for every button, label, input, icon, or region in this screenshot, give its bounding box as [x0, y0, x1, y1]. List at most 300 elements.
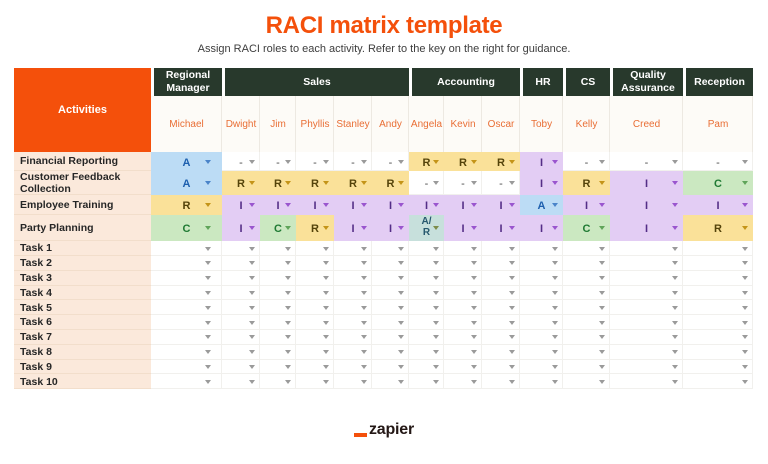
- raci-cell[interactable]: [372, 345, 409, 360]
- dropdown-chevron-icon: [552, 365, 558, 369]
- raci-cell[interactable]: [610, 195, 683, 215]
- raci-cell[interactable]: [482, 171, 520, 195]
- raci-cell[interactable]: [260, 256, 296, 271]
- raci-cell[interactable]: [222, 300, 260, 315]
- dropdown-chevron-icon: [433, 380, 439, 384]
- raci-cell[interactable]: [222, 374, 260, 389]
- dropdown-chevron-icon: [552, 276, 558, 280]
- raci-cell[interactable]: [610, 286, 683, 301]
- raci-cell[interactable]: [151, 374, 222, 389]
- raci-value: R: [459, 156, 467, 169]
- raci-cell[interactable]: [444, 286, 482, 301]
- raci-value: R: [311, 178, 319, 191]
- raci-cell[interactable]: [520, 152, 563, 171]
- dropdown-chevron-icon: [249, 226, 255, 230]
- raci-cell[interactable]: [151, 286, 222, 301]
- table-row: [14, 286, 753, 301]
- dropdown-chevron-icon: [323, 350, 329, 354]
- raci-cell[interactable]: [520, 286, 563, 301]
- raci-value: -: [644, 156, 649, 169]
- raci-cell[interactable]: [409, 330, 444, 345]
- raci-value: A: [182, 156, 191, 169]
- dropdown-chevron-icon: [433, 276, 439, 280]
- raci-cell[interactable]: [444, 171, 482, 195]
- raci-cell[interactable]: [409, 171, 444, 195]
- raci-cell[interactable]: [334, 374, 372, 389]
- dropdown-chevron-icon: [398, 350, 404, 354]
- raci-cell[interactable]: [151, 215, 222, 241]
- raci-cell[interactable]: [260, 241, 296, 256]
- table-row: [14, 152, 753, 171]
- dropdown-chevron-icon: [599, 247, 605, 251]
- raci-cell[interactable]: [482, 300, 520, 315]
- raci-cell[interactable]: [222, 330, 260, 345]
- table-row: [14, 360, 753, 375]
- dropdown-chevron-icon: [398, 203, 404, 207]
- raci-cell[interactable]: [683, 171, 753, 195]
- raci-value: R: [714, 223, 722, 236]
- raci-cell[interactable]: [334, 286, 372, 301]
- raci-cell[interactable]: [222, 286, 260, 301]
- raci-cell[interactable]: [683, 152, 753, 171]
- raci-cell[interactable]: [372, 374, 409, 389]
- raci-cell[interactable]: [334, 171, 372, 195]
- dropdown-chevron-icon: [433, 321, 439, 325]
- dropdown-chevron-icon: [249, 350, 255, 354]
- raci-value: -: [584, 156, 589, 169]
- dropdown-chevron-icon: [205, 335, 211, 339]
- raci-cell[interactable]: [409, 360, 444, 375]
- raci-cell[interactable]: [482, 374, 520, 389]
- raci-cell[interactable]: [334, 300, 372, 315]
- dropdown-chevron-icon: [433, 181, 439, 185]
- raci-value: I: [424, 200, 429, 213]
- raci-cell[interactable]: [372, 215, 409, 241]
- raci-cell[interactable]: [444, 152, 482, 171]
- raci-cell[interactable]: [222, 241, 260, 256]
- raci-cell[interactable]: [409, 241, 444, 256]
- raci-cell[interactable]: [260, 300, 296, 315]
- raci-cell[interactable]: [296, 374, 334, 389]
- raci-cell[interactable]: [151, 300, 222, 315]
- raci-cell[interactable]: [563, 345, 610, 360]
- raci-cell[interactable]: [520, 256, 563, 271]
- raci-cell[interactable]: [222, 152, 260, 171]
- raci-cell[interactable]: [260, 171, 296, 195]
- raci-value: I: [351, 200, 355, 213]
- dropdown-chevron-icon: [249, 306, 255, 310]
- raci-cell[interactable]: [520, 345, 563, 360]
- dropdown-chevron-icon: [361, 335, 367, 339]
- dropdown-chevron-icon: [249, 181, 255, 185]
- dropdown-chevron-icon: [361, 226, 367, 230]
- raci-cell[interactable]: [222, 315, 260, 330]
- raci-value: I: [644, 223, 649, 236]
- dropdown-chevron-icon: [742, 365, 748, 369]
- raci-cell[interactable]: [444, 330, 482, 345]
- raci-cell[interactable]: [334, 195, 372, 215]
- dropdown-chevron-icon: [509, 365, 515, 369]
- dropdown-chevron-icon: [205, 291, 211, 295]
- raci-cell[interactable]: [563, 271, 610, 286]
- person-name-phyllis: Phyllis: [296, 96, 334, 152]
- raci-cell[interactable]: [296, 360, 334, 375]
- raci-cell[interactable]: [610, 241, 683, 256]
- dropdown-chevron-icon: [552, 261, 558, 265]
- dropdown-chevron-icon: [742, 261, 748, 265]
- raci-cell[interactable]: [372, 152, 409, 171]
- dropdown-chevron-icon: [742, 291, 748, 295]
- raci-cell[interactable]: [482, 360, 520, 375]
- raci-cell[interactable]: [372, 286, 409, 301]
- table-row: [14, 195, 753, 215]
- department-header-accounting: Accounting: [409, 68, 520, 96]
- dropdown-chevron-icon: [433, 226, 439, 230]
- zapier-logo: [0, 421, 768, 439]
- activity-label: Task 9: [14, 360, 151, 375]
- raci-cell[interactable]: [563, 315, 610, 330]
- raci-cell[interactable]: [444, 315, 482, 330]
- raci-cell[interactable]: [520, 271, 563, 286]
- raci-cell[interactable]: [563, 195, 610, 215]
- raci-cell[interactable]: [683, 315, 753, 330]
- dropdown-chevron-icon: [742, 276, 748, 280]
- raci-cell[interactable]: [151, 345, 222, 360]
- raci-cell[interactable]: [260, 374, 296, 389]
- raci-cell[interactable]: [610, 315, 683, 330]
- raci-cell[interactable]: [409, 374, 444, 389]
- dropdown-chevron-icon: [398, 247, 404, 251]
- dropdown-chevron-icon: [323, 365, 329, 369]
- dropdown-chevron-icon: [285, 335, 291, 339]
- dropdown-chevron-icon: [361, 276, 367, 280]
- dropdown-chevron-icon: [599, 365, 605, 369]
- dropdown-chevron-icon: [205, 261, 211, 265]
- raci-value: I: [239, 200, 243, 213]
- raci-value: I: [313, 200, 317, 213]
- dropdown-chevron-icon: [361, 306, 367, 310]
- dropdown-chevron-icon: [398, 261, 404, 265]
- raci-cell[interactable]: [222, 215, 260, 241]
- raci-cell[interactable]: [372, 315, 409, 330]
- raci-cell[interactable]: [444, 374, 482, 389]
- raci-cell[interactable]: [520, 215, 563, 241]
- raci-cell[interactable]: [296, 215, 334, 241]
- dropdown-chevron-icon: [672, 380, 678, 384]
- person-name-jim: Jim: [260, 96, 296, 152]
- raci-cell[interactable]: [563, 256, 610, 271]
- raci-cell[interactable]: [563, 300, 610, 315]
- raci-cell[interactable]: [151, 256, 222, 271]
- activity-label: Task 4: [14, 286, 151, 301]
- raci-cell[interactable]: [482, 330, 520, 345]
- person-name-andy: Andy: [372, 96, 409, 152]
- raci-cell[interactable]: [151, 195, 222, 215]
- raci-cell[interactable]: [520, 171, 563, 195]
- raci-cell[interactable]: [683, 271, 753, 286]
- raci-cell[interactable]: [683, 360, 753, 375]
- dropdown-chevron-icon: [552, 203, 558, 207]
- raci-cell[interactable]: [372, 271, 409, 286]
- raci-cell[interactable]: [372, 241, 409, 256]
- raci-cell[interactable]: [683, 345, 753, 360]
- dropdown-chevron-icon: [398, 226, 404, 230]
- raci-cell[interactable]: [296, 256, 334, 271]
- raci-cell[interactable]: [222, 171, 260, 195]
- dropdown-chevron-icon: [285, 306, 291, 310]
- raci-cell[interactable]: [222, 345, 260, 360]
- raci-cell[interactable]: [482, 215, 520, 241]
- raci-cell[interactable]: [260, 330, 296, 345]
- raci-cell[interactable]: [334, 271, 372, 286]
- raci-cell[interactable]: [260, 152, 296, 171]
- raci-cell[interactable]: [372, 360, 409, 375]
- department-header-regional-manager: Regional Manager: [151, 68, 222, 96]
- raci-cell[interactable]: [610, 215, 683, 241]
- raci-cell[interactable]: [563, 286, 610, 301]
- raci-cell[interactable]: [334, 315, 372, 330]
- raci-cell[interactable]: [520, 315, 563, 330]
- raci-cell[interactable]: [296, 345, 334, 360]
- activity-label: Financial Reporting: [14, 152, 151, 171]
- raci-cell[interactable]: [334, 152, 372, 171]
- raci-cell[interactable]: [409, 152, 444, 171]
- raci-cell[interactable]: [610, 300, 683, 315]
- raci-cell[interactable]: [610, 330, 683, 345]
- dropdown-chevron-icon: [552, 181, 558, 185]
- raci-cell[interactable]: [683, 256, 753, 271]
- raci-cell[interactable]: [563, 330, 610, 345]
- person-name-kelly: Kelly: [563, 96, 610, 152]
- raci-cell[interactable]: [222, 256, 260, 271]
- raci-cell[interactable]: [372, 171, 409, 195]
- raci-cell[interactable]: [520, 195, 563, 215]
- dropdown-chevron-icon: [285, 276, 291, 280]
- person-name-toby: Toby: [520, 96, 563, 152]
- raci-cell[interactable]: [610, 152, 683, 171]
- raci-cell[interactable]: [683, 374, 753, 389]
- raci-cell[interactable]: [151, 171, 222, 195]
- raci-cell[interactable]: [610, 171, 683, 195]
- raci-cell[interactable]: [334, 256, 372, 271]
- dropdown-chevron-icon: [205, 350, 211, 354]
- raci-cell[interactable]: [520, 374, 563, 389]
- raci-value: I: [644, 178, 649, 191]
- raci-cell[interactable]: [296, 330, 334, 345]
- raci-cell[interactable]: [296, 271, 334, 286]
- raci-cell[interactable]: [683, 195, 753, 215]
- raci-cell[interactable]: [610, 256, 683, 271]
- raci-cell[interactable]: [482, 152, 520, 171]
- raci-cell[interactable]: [563, 171, 610, 195]
- dropdown-chevron-icon: [361, 321, 367, 325]
- dropdown-chevron-icon: [672, 350, 678, 354]
- raci-cell[interactable]: [610, 345, 683, 360]
- raci-cell[interactable]: [334, 241, 372, 256]
- raci-cell[interactable]: [334, 345, 372, 360]
- raci-value: I: [388, 200, 393, 213]
- table-row: [14, 374, 753, 389]
- raci-cell[interactable]: [683, 215, 753, 241]
- raci-cell[interactable]: [444, 345, 482, 360]
- dropdown-chevron-icon: [599, 181, 605, 185]
- raci-cell[interactable]: [444, 241, 482, 256]
- dropdown-chevron-icon: [205, 160, 211, 164]
- department-header-sales: Sales: [222, 68, 409, 96]
- raci-cell[interactable]: [334, 360, 372, 375]
- dropdown-chevron-icon: [249, 321, 255, 325]
- raci-cell[interactable]: [482, 241, 520, 256]
- dropdown-chevron-icon: [742, 203, 748, 207]
- raci-cell[interactable]: [260, 286, 296, 301]
- raci-cell[interactable]: [296, 315, 334, 330]
- raci-cell[interactable]: [409, 256, 444, 271]
- raci-value: R: [274, 178, 282, 191]
- raci-cell[interactable]: [334, 330, 372, 345]
- raci-cell[interactable]: [260, 315, 296, 330]
- dropdown-chevron-icon: [599, 276, 605, 280]
- dropdown-chevron-icon: [552, 321, 558, 325]
- activity-label: Task 5: [14, 300, 151, 315]
- raci-cell[interactable]: [372, 256, 409, 271]
- raci-cell[interactable]: [409, 215, 444, 241]
- raci-cell[interactable]: [260, 215, 296, 241]
- dropdown-chevron-icon: [509, 160, 515, 164]
- dropdown-chevron-icon: [552, 247, 558, 251]
- raci-cell[interactable]: [296, 286, 334, 301]
- raci-cell[interactable]: [563, 215, 610, 241]
- raci-cell[interactable]: [482, 286, 520, 301]
- dropdown-chevron-icon: [398, 321, 404, 325]
- raci-cell[interactable]: [482, 271, 520, 286]
- raci-cell[interactable]: [683, 241, 753, 256]
- logo-underscore-icon: [354, 433, 367, 437]
- raci-cell[interactable]: [372, 300, 409, 315]
- raci-cell[interactable]: [222, 195, 260, 215]
- dropdown-chevron-icon: [249, 203, 255, 207]
- dropdown-chevron-icon: [471, 261, 477, 265]
- raci-cell[interactable]: [409, 195, 444, 215]
- raci-cell[interactable]: [520, 330, 563, 345]
- raci-cell[interactable]: [482, 315, 520, 330]
- raci-cell[interactable]: [563, 360, 610, 375]
- raci-cell[interactable]: [444, 256, 482, 271]
- raci-cell[interactable]: [563, 241, 610, 256]
- raci-value: -: [461, 178, 465, 191]
- raci-cell[interactable]: [444, 360, 482, 375]
- raci-cell[interactable]: [683, 330, 753, 345]
- dropdown-chevron-icon: [249, 247, 255, 251]
- raci-cell[interactable]: [372, 330, 409, 345]
- raci-cell[interactable]: [260, 195, 296, 215]
- raci-cell[interactable]: [409, 300, 444, 315]
- raci-cell[interactable]: [151, 271, 222, 286]
- raci-cell[interactable]: [296, 241, 334, 256]
- dropdown-chevron-icon: [672, 203, 678, 207]
- raci-cell[interactable]: [296, 152, 334, 171]
- raci-cell[interactable]: [520, 300, 563, 315]
- raci-cell[interactable]: [296, 195, 334, 215]
- raci-cell[interactable]: [409, 345, 444, 360]
- dropdown-chevron-icon: [599, 203, 605, 207]
- person-name-angela: Angela: [409, 96, 444, 152]
- raci-cell[interactable]: [151, 360, 222, 375]
- raci-cell[interactable]: [409, 271, 444, 286]
- dropdown-chevron-icon: [398, 335, 404, 339]
- raci-cell[interactable]: [520, 360, 563, 375]
- raci-cell[interactable]: [296, 300, 334, 315]
- raci-value: A: [182, 178, 191, 191]
- dropdown-chevron-icon: [323, 181, 329, 185]
- raci-cell[interactable]: [151, 241, 222, 256]
- dropdown-chevron-icon: [471, 291, 477, 295]
- dropdown-chevron-icon: [599, 226, 605, 230]
- dropdown-chevron-icon: [205, 276, 211, 280]
- dropdown-chevron-icon: [471, 203, 477, 207]
- raci-cell[interactable]: [334, 215, 372, 241]
- person-name-kevin: Kevin: [444, 96, 482, 152]
- raci-cell[interactable]: [260, 345, 296, 360]
- raci-cell[interactable]: [444, 215, 482, 241]
- raci-cell[interactable]: [260, 271, 296, 286]
- raci-cell[interactable]: [151, 330, 222, 345]
- raci-cell[interactable]: [151, 315, 222, 330]
- dropdown-chevron-icon: [433, 350, 439, 354]
- person-name-pam: Pam: [683, 96, 753, 152]
- raci-value: C: [582, 223, 591, 236]
- raci-matrix-table: [14, 68, 753, 389]
- raci-cell[interactable]: [222, 271, 260, 286]
- raci-cell[interactable]: [151, 152, 222, 171]
- dropdown-chevron-icon: [285, 261, 291, 265]
- raci-cell[interactable]: [409, 286, 444, 301]
- person-name-stanley: Stanley: [334, 96, 372, 152]
- raci-cell[interactable]: [260, 360, 296, 375]
- raci-cell[interactable]: [372, 195, 409, 215]
- dropdown-chevron-icon: [599, 261, 605, 265]
- raci-cell[interactable]: [444, 300, 482, 315]
- raci-cell[interactable]: [444, 271, 482, 286]
- raci-cell[interactable]: [409, 315, 444, 330]
- dropdown-chevron-icon: [398, 365, 404, 369]
- dropdown-chevron-icon: [249, 261, 255, 265]
- page-header: [0, 0, 768, 55]
- raci-value: R: [497, 156, 505, 169]
- table-row: [14, 256, 753, 271]
- raci-cell[interactable]: [482, 256, 520, 271]
- raci-cell[interactable]: [563, 374, 610, 389]
- raci-cell[interactable]: [482, 195, 520, 215]
- dropdown-chevron-icon: [205, 226, 211, 230]
- dropdown-chevron-icon: [285, 380, 291, 384]
- dropdown-chevron-icon: [323, 306, 329, 310]
- raci-cell[interactable]: [683, 286, 753, 301]
- raci-cell[interactable]: [683, 300, 753, 315]
- dropdown-chevron-icon: [285, 203, 291, 207]
- raci-cell[interactable]: [444, 195, 482, 215]
- raci-cell[interactable]: [610, 360, 683, 375]
- raci-cell[interactable]: [520, 241, 563, 256]
- raci-cell[interactable]: [296, 171, 334, 195]
- raci-value: -: [239, 156, 243, 169]
- raci-cell[interactable]: [222, 360, 260, 375]
- dropdown-chevron-icon: [249, 365, 255, 369]
- raci-cell[interactable]: [482, 345, 520, 360]
- raci-cell[interactable]: [610, 271, 683, 286]
- raci-cell[interactable]: [610, 374, 683, 389]
- dropdown-chevron-icon: [205, 247, 211, 251]
- raci-cell[interactable]: [563, 152, 610, 171]
